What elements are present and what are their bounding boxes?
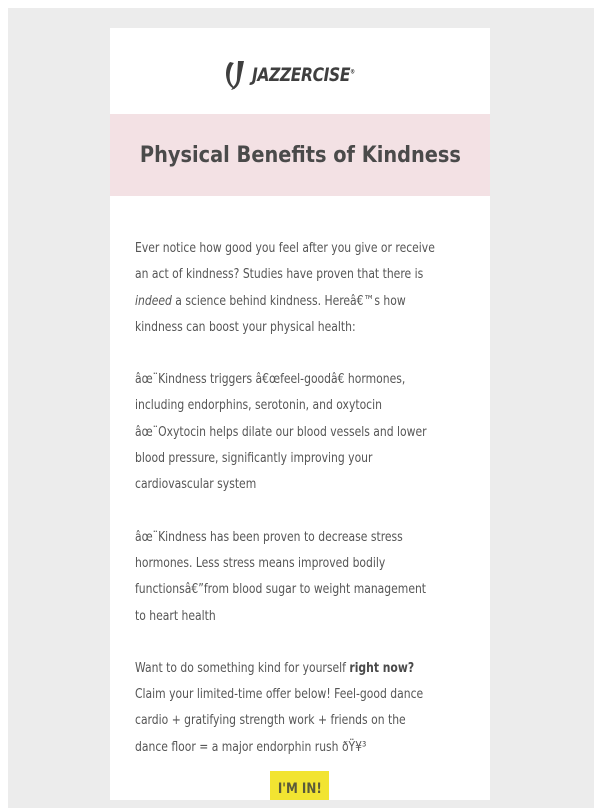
emphasis-right-now: right now?: [349, 659, 415, 676]
page-title: Physical Benefits of Kindness: [139, 142, 461, 168]
logo-wordmark: JAZZERCISE®: [251, 64, 355, 86]
bullet-group-1: [135, 366, 439, 497]
offer-paragraph: Want to do something kind for yourself right now? Claim your limited-time offer below! Feel-good dance cardio + gratifying strength work + friends on the dance floor = a major endorphin rush ðŸ¥³: [135, 659, 424, 755]
intro-paragraph: Ever notice how good you feel after you give or receive an act of kindness? Studies have proven that there is indeed a science behind kindness. Hereâ€™s how kindness can boost your physical health:: [135, 240, 435, 335]
im-in-button-label: I'M IN!: [277, 781, 322, 797]
jazzercise-logo-icon: [223, 58, 249, 92]
emphasis-indeed: indeed: [135, 292, 172, 309]
brand-logo[interactable]: [110, 57, 490, 93]
bullet-item: âœ¨Oxytocin helps dilate our blood vessels and lower blood pressure, significantly improving your cardiovascular system: [135, 423, 427, 493]
article-body: [135, 235, 439, 786]
im-in-button[interactable]: [270, 771, 329, 800]
bullet-group-2: [135, 524, 439, 629]
bullet-item: âœ¨Kindness has been proven to decrease stress hormones. Less stress means improved bodily functionsâ€”from blood sugar to weight management to heart health: [135, 528, 427, 624]
email-card: [110, 28, 490, 800]
title-banner: [110, 114, 490, 196]
bullet-item: âœ¨Kindness triggers â€œfeel-goodâ€ hormones, including endorphins, serotonin, and oxytocin: [135, 371, 406, 414]
